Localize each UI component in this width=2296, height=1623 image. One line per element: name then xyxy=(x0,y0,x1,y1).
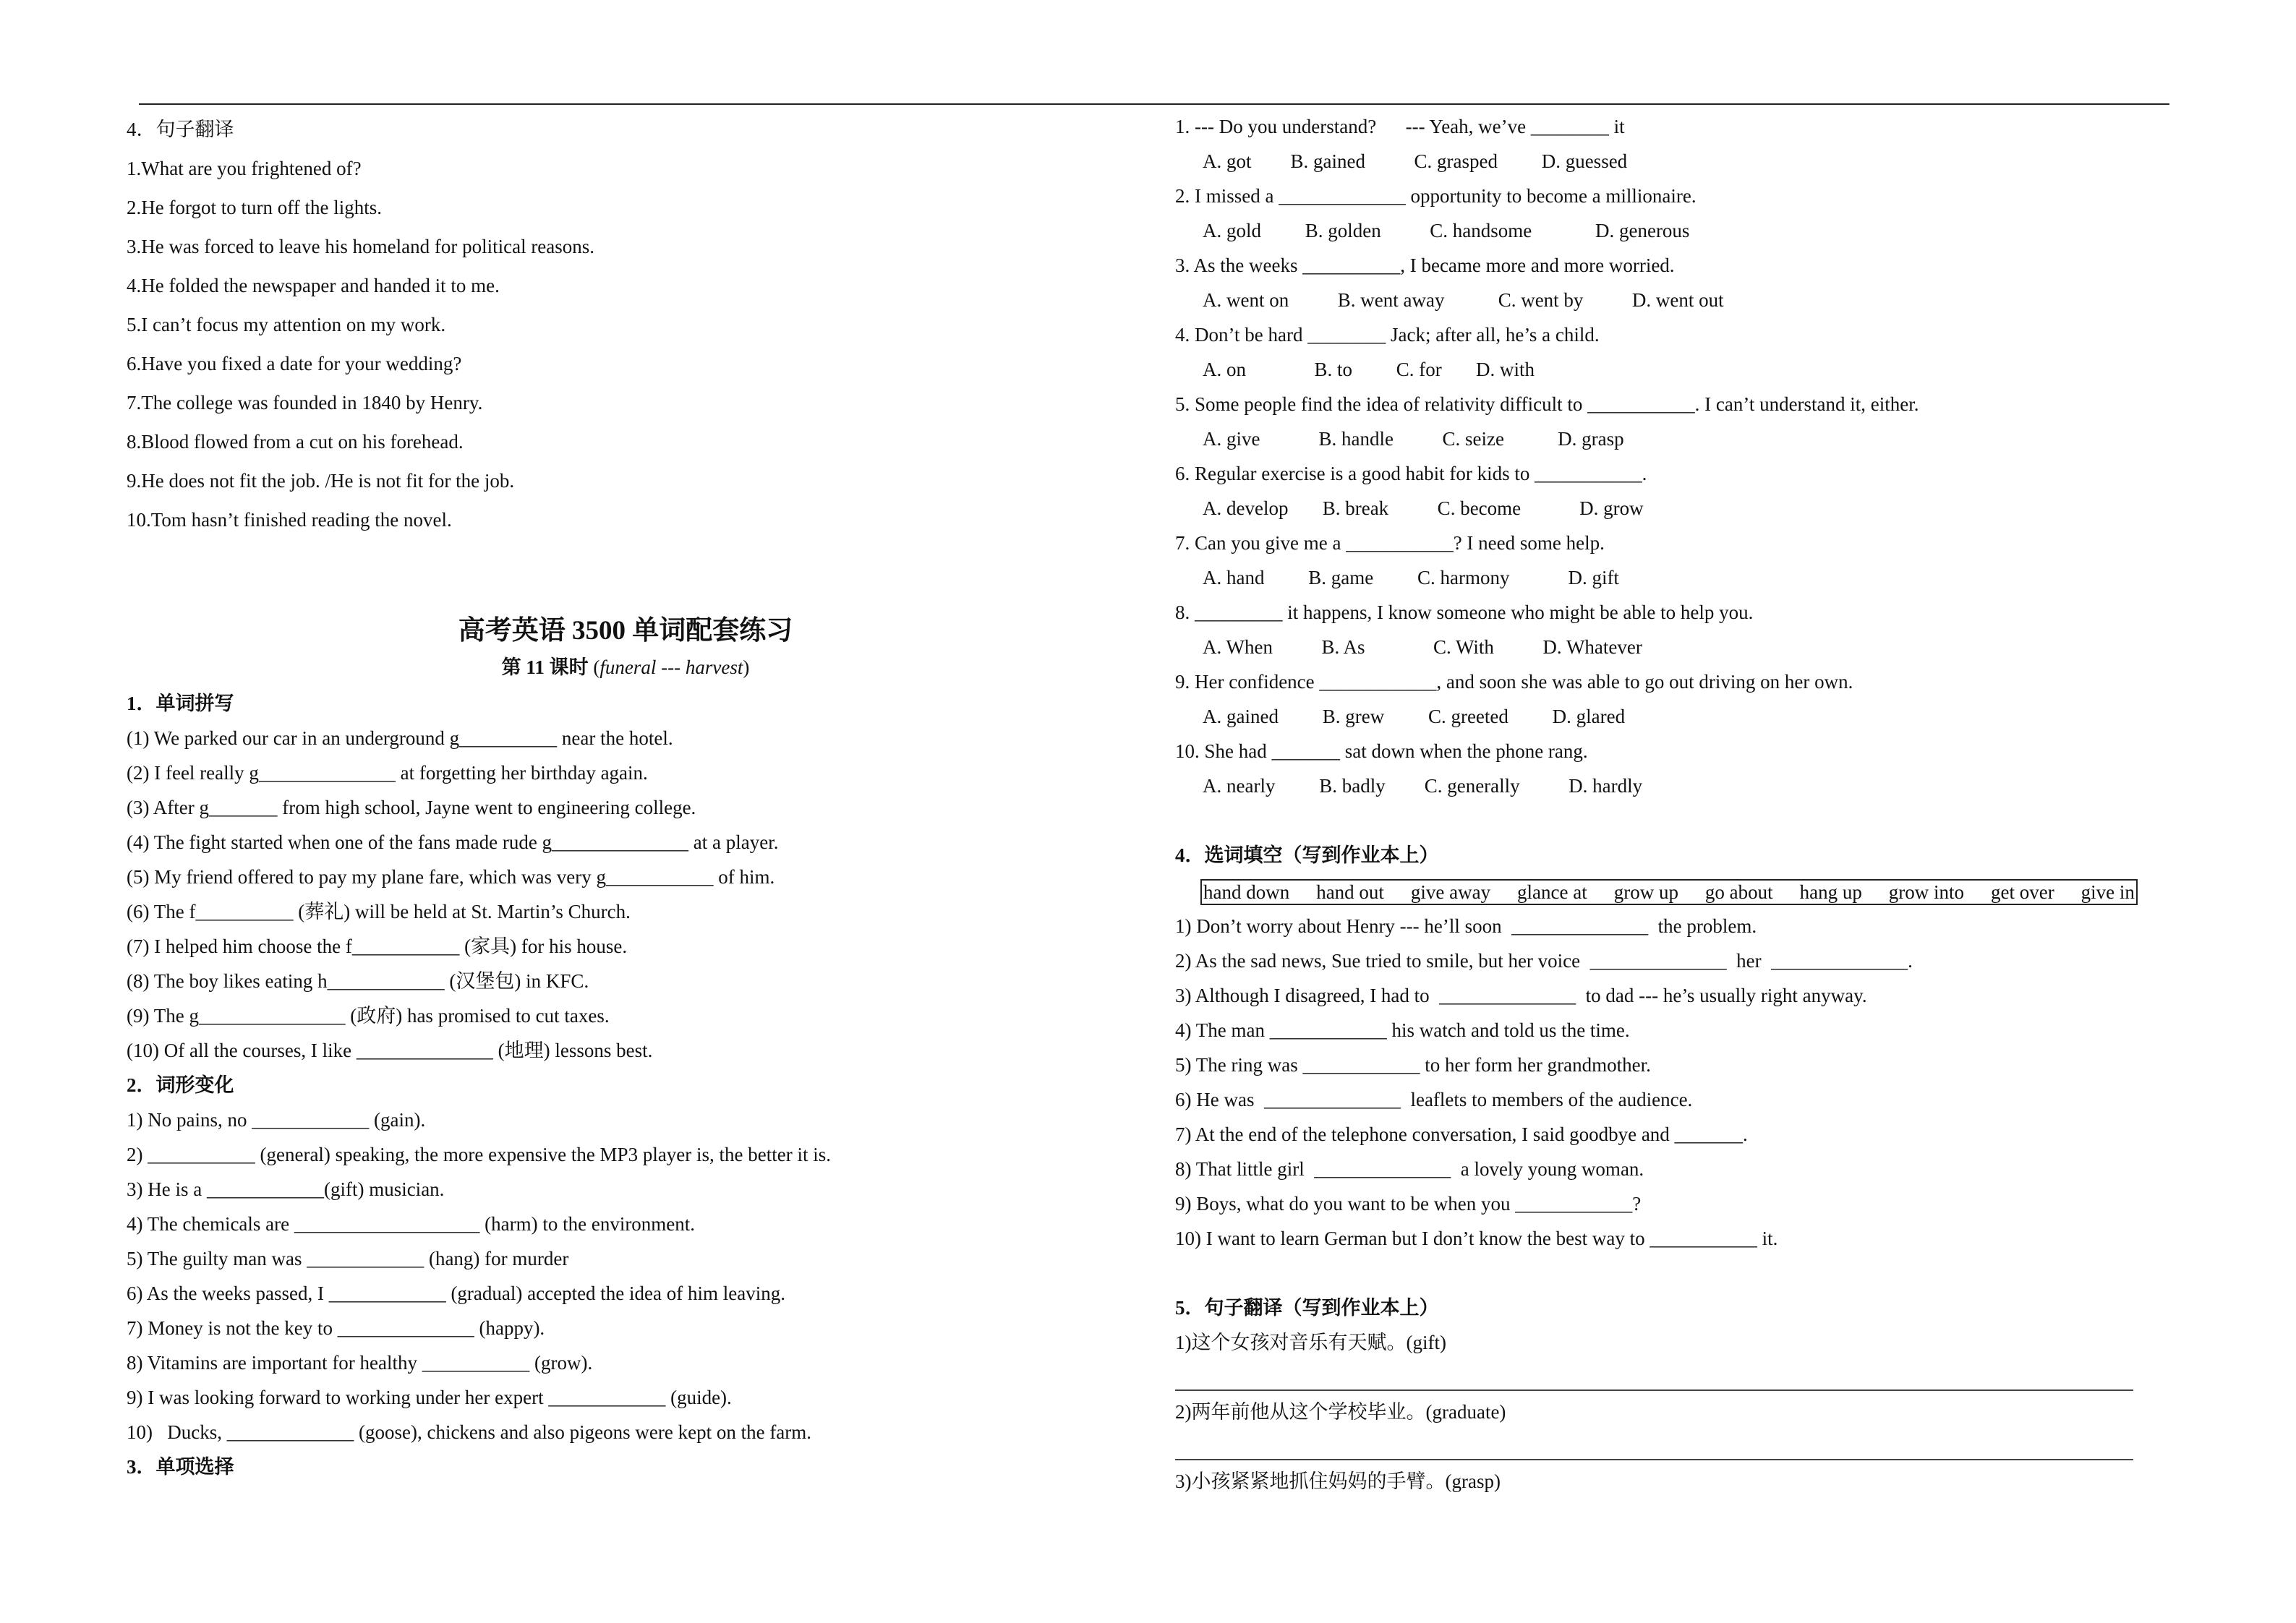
top-rule xyxy=(139,103,2169,105)
answer-line xyxy=(1175,1459,2133,1460)
lesson-range: funeral --- harvest xyxy=(599,656,743,678)
word-bank-item: hang up xyxy=(1799,881,1862,903)
section-3-heading: 3．单项选择 xyxy=(127,1456,234,1478)
word-form-item: 2) ___________ (general) speaking, the more expensive the MP3 player is, the better it is. xyxy=(127,1144,832,1165)
translation-sentence: 10.Tom hasn’t finished reading the novel. xyxy=(127,509,452,531)
mc-question: 2. I missed a _____________ opportunity to become a millionaire. xyxy=(1175,185,1697,207)
translation-sentence: 4.He folded the newspaper and handed it to me. xyxy=(127,275,500,296)
fill-item: 1) Don’t worry about Henry --- he’ll soon ______________ the problem. xyxy=(1175,915,1757,937)
mc-question: 1. --- Do you understand? --- Yeah, we’ve ________ it xyxy=(1175,116,1625,137)
lesson-subtitle: 第 11 课时 (funeral --- harvest) xyxy=(501,656,750,678)
mc-question: 10. She had _______ sat down when the phone rang. xyxy=(1175,740,1588,762)
section-2-heading: 2．词形变化 xyxy=(127,1074,234,1096)
word-bank-item: give away xyxy=(1410,881,1491,903)
spelling-item: (6) The f__________ (葬礼) will be held at St. Martin’s Church. xyxy=(127,901,631,922)
word-bank-item: grow into xyxy=(1888,881,1965,903)
mc-question: 8. _________ it happens, I know someone who might be able to help you. xyxy=(1175,601,1754,623)
word-bank-item: hand out xyxy=(1316,881,1384,903)
spelling-item: (4) The fight started when one of the fans made rude g______________ at a player. xyxy=(127,831,779,853)
page-title: 高考英语 3500 单词配套练习 xyxy=(458,616,793,646)
word-bank-item: hand down xyxy=(1203,881,1290,903)
word-form-item: 6) As the weeks passed, I ____________ (gradual) accepted the idea of him leaving. xyxy=(127,1282,785,1304)
word-form-item: 9) I was looking forward to working under her expert ____________ (guide). xyxy=(127,1387,732,1408)
mc-question: 7. Can you give me a ___________? I need some help. xyxy=(1175,532,1605,554)
mc-options: A. hand B. game C. harmony D. gift xyxy=(1203,567,1619,588)
section-5-heading: 5．句子翻译（写到作业本上） xyxy=(1175,1297,1439,1319)
mc-question: 9. Her confidence ____________, and soon she was able to go out driving on her own. xyxy=(1175,671,1853,693)
word-bank-box xyxy=(1200,879,2138,905)
word-bank-item: go about xyxy=(1704,881,1773,903)
chinese-sentence: 3)小孩紧紧地抓住妈妈的手臂。(grasp) xyxy=(1175,1470,1501,1492)
mc-options: A. When B. As C. With D. Whatever xyxy=(1203,636,1642,658)
mc-question: 3. As the weeks __________, I became more and more worried. xyxy=(1175,254,1675,276)
fill-item: 3) Although I disagreed, I had to ______________ to dad --- he’s usually right anyway. xyxy=(1175,985,1867,1006)
word-bank-item: glance at xyxy=(1517,881,1587,903)
word-form-item: 7) Money is not the key to ______________ (happy). xyxy=(127,1317,545,1339)
mc-options: A. gained B. grew C. greeted D. glared xyxy=(1203,706,1626,727)
mc-options: A. develop B. break C. become D. grow xyxy=(1203,497,1644,519)
lesson-label: 第 11 课时 xyxy=(501,656,589,678)
fill-item: 4) The man ____________ his watch and told us the time. xyxy=(1175,1019,1630,1041)
section-4-heading: 4．句子翻译 xyxy=(127,119,234,140)
mc-question: 4. Don’t be hard ________ Jack; after all, he’s a child. xyxy=(1175,324,1600,346)
fill-item: 8) That little girl ______________ a lovely young woman. xyxy=(1175,1158,1644,1180)
section-1-heading: 1．单词拼写 xyxy=(127,693,234,714)
spelling-item: (10) Of all the courses, I like ______________ (地理) lessons best. xyxy=(127,1040,653,1061)
mc-options: A. went on B. went away C. went by D. went out xyxy=(1203,289,1724,311)
word-form-item: 4) The chemicals are ___________________ (harm) to the environment. xyxy=(127,1213,696,1235)
chinese-sentence: 1)这个女孩对音乐有天赋。(gift) xyxy=(1175,1332,1446,1353)
translation-sentence: 8.Blood flowed from a cut on his forehead. xyxy=(127,431,464,453)
fill-item: 5) The ring was ____________ to her form her grandmother. xyxy=(1175,1054,1651,1076)
translation-sentence: 7.The college was founded in 1840 by Henry. xyxy=(127,392,483,414)
mc-question: 5. Some people find the idea of relativity difficult to ___________. I can’t understand it, either. xyxy=(1175,393,1919,415)
mc-options: A. got B. gained C. grasped D. guessed xyxy=(1203,150,1628,172)
mc-options: A. gold B. golden C. handsome D. generous xyxy=(1203,220,1690,241)
translation-sentence: 1.What are you frightened of? xyxy=(127,158,362,179)
mc-question: 6. Regular exercise is a good habit for kids to ___________. xyxy=(1175,463,1647,484)
word-form-item: 10) Ducks, _____________ (goose), chickens and also pigeons were kept on the farm. xyxy=(127,1421,812,1443)
word-bank-item: give in xyxy=(2081,881,2135,903)
translation-sentence: 9.He does not fit the job. /He is not fit for the job. xyxy=(127,470,515,492)
mc-options: A. on B. to C. for D. with xyxy=(1203,359,1535,380)
translation-sentence: 6.Have you fixed a date for your wedding? xyxy=(127,353,462,374)
fill-item: 7) At the end of the telephone conversation, I said goodbye and _______. xyxy=(1175,1123,1748,1145)
word-form-item: 1) No pains, no ____________ (gain). xyxy=(127,1109,426,1131)
fill-item: 10) I want to learn German but I don’t know the best way to ___________ it. xyxy=(1175,1228,1778,1249)
fill-item: 6) He was ______________ leaflets to members of the audience. xyxy=(1175,1089,1693,1110)
mc-options: A. give B. handle C. seize D. grasp xyxy=(1203,428,1624,450)
spelling-item: (3) After g_______ from high school, Jayne went to engineering college. xyxy=(127,797,696,818)
word-bank-item: get over xyxy=(1991,881,2054,903)
spelling-item: (1) We parked our car in an underground g__________ near the hotel. xyxy=(127,727,673,749)
word-form-item: 5) The guilty man was ____________ (hang) for murder xyxy=(127,1248,569,1269)
fill-item: 9) Boys, what do you want to be when you ____________? xyxy=(1175,1193,1642,1215)
translation-sentence: 3.He was forced to leave his homeland for political reasons. xyxy=(127,236,595,257)
section-4-fill-heading: 4．选词填空（写到作业本上） xyxy=(1175,844,1439,866)
spelling-item: (9) The g_______________ (政府) has promised to cut taxes. xyxy=(127,1005,610,1027)
word-form-item: 3) He is a ____________(gift) musician. xyxy=(127,1178,445,1200)
word-form-item: 8) Vitamins are important for healthy ___________ (grow). xyxy=(127,1352,593,1374)
fill-item: 2) As the sad news, Sue tried to smile, but her voice ______________ her ______________. xyxy=(1175,950,1913,972)
answer-line xyxy=(1175,1389,2133,1391)
spelling-item: (8) The boy likes eating h____________ (汉堡包) in KFC. xyxy=(127,970,589,992)
word-bank-item: grow up xyxy=(1613,881,1678,903)
translation-sentence: 2.He forgot to turn off the lights. xyxy=(127,197,382,218)
mc-options: A. nearly B. badly C. generally D. hardly xyxy=(1203,775,1643,797)
spelling-item: (5) My friend offered to pay my plane fare, which was very g___________ of him. xyxy=(127,866,775,888)
chinese-sentence: 2)两年前他从这个学校毕业。(graduate) xyxy=(1175,1401,1506,1423)
spelling-item: (7) I helped him choose the f___________ (家具) for his house. xyxy=(127,935,628,957)
spelling-item: (2) I feel really g______________ at forgetting her birthday again. xyxy=(127,762,648,784)
translation-sentence: 5.I can’t focus my attention on my work. xyxy=(127,314,446,335)
